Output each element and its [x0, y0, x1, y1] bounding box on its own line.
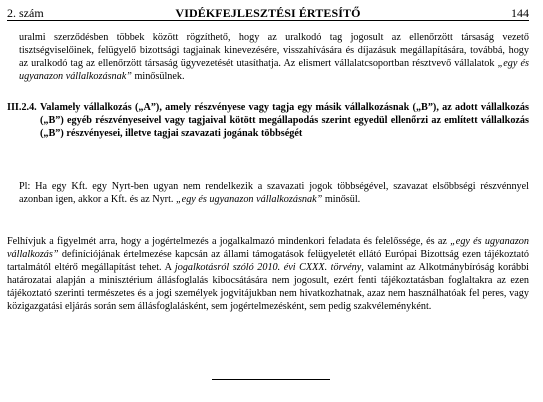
paragraph-notice: Felhívjuk a figyelmét arra, hogy a jogértelmezés a jogalkalmazó mindenkori feladata és felelőssége, és az „egy és ugyanazon vállalkozás” definíciójának értelmezése kapcsán az állami támogatások felügyeletét ellátó Európai Bizottság ezen tájékoztató tartalmától eltérő megállapítást tehet. A jogalkotásról szóló 2010. évi CXXX. törvény, valamint az Alkotmánybíróság korábbi határozatai alapján a minisztérium állásfoglalás kibocsátására nem jogosult, ezért fenti tájékoztatásban foglaltakra az ezen tájékoztató szerinti természetes és a jogi személyek jogvitájukban nem hivatkozhatnak, azaz nem használhatóak fel peres, vagy közigazgatási eljárás során sem állásfoglalásként, sem jogértelmezésként, sem pedig szakvéleményként.: [7, 236, 530, 312]
paragraph-uralmi-szerzodes: uralmi szerződésben többek között rögzíthető, hogy az uralkodó tag jogosult az ellenőrzött társaság vezető tisztségviselőinek, felügyelő bizottsági tagjainak kinevezésére, visszahívására és díjazásuk megállapítására, továbbá, hogy az uralkodó tag az ellenőrzött társaság ügyvezetését utasíthatja. Az elismert vállalatcsoportban résztvevő vállalatok „egy és ugyanazon vállalkozásnak” minősülnek.: [19, 32, 529, 82]
issue-number: 2. szám: [7, 6, 44, 20]
page-number: 144: [511, 6, 529, 20]
section-number: III.2.4.: [7, 102, 37, 113]
publication-title: VIDÉKFEJLESZTÉSI ÉRTESÍTŐ: [175, 6, 361, 20]
page-header: [7, 6, 529, 21]
section-heading: Valamely vállalkozás („A”), amely részvényese vagy tagja egy másik vállalkozásnak („B”), az adott vállalkozás („B”) egyéb részvényeseivel vagy tagjaival kötött megállapodás szerint egyedül ellenőrzi az említett vállalkozás („B”) részvényesei, illetve tagjai szavazati jogának többségét: [40, 102, 529, 139]
end-rule: [212, 379, 330, 380]
paragraph-example: Pl: Ha egy Kft. egy Nyrt-ben ugyan nem rendelkezik a szavazati jogok többségével, szavazat elsőbbségi részvénnyel azonban igen, akkor a Kft. és az Nyrt. „egy és ugyanazon vállalkozásnak” minősül.: [19, 181, 529, 205]
